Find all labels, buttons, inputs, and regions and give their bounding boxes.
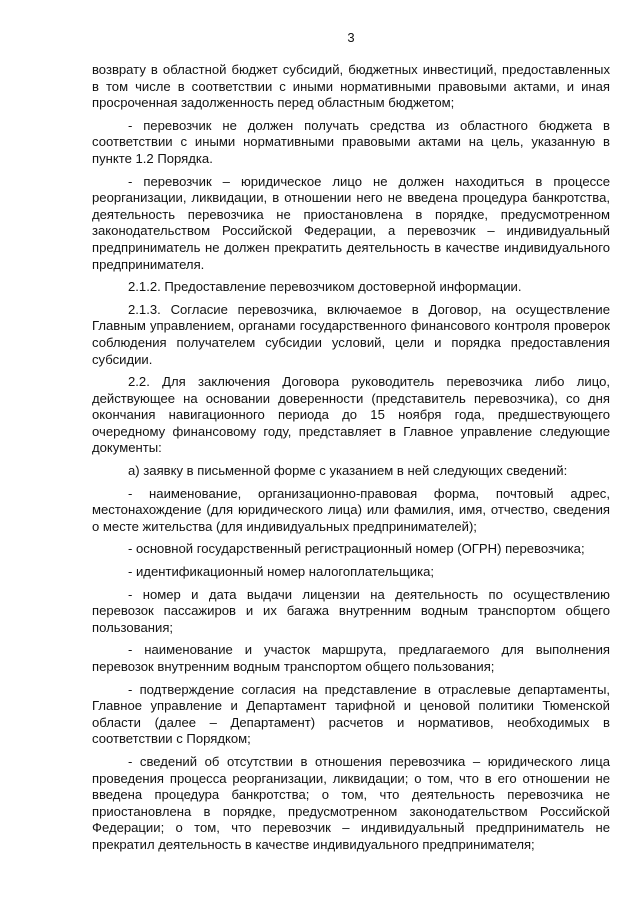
paragraph-requirement-no-other-funds: - перевозчик не должен получать средства из областного бюджета в соответствии с иными нормативными правовыми актами на цель, указанную в пункте 1.2 Порядка. bbox=[92, 117, 610, 166]
list-item-no-reorganization-info: - сведений об отсутствии в отношения перевозчика – юридического лица проведения процесса реорганизации, ликвидации; о том, что в его отношении не введена процедура банкротства; о том, что деятельность перевозчика не приостановлена в порядке, предусмотренном законодательством Российской Федерации; о том, что перевозчик – индивидуальный предприниматель не прекратил деятельность в качестве индивидуального предпринимателя; bbox=[92, 753, 610, 852]
paragraph-continuation: возврату в областной бюджет субсидий, бюджетных инвестиций, предоставленных в том числе в соответствии с иными нормативными правовыми актами, и иная просроченная задолженность перед областным бюджетом; bbox=[92, 62, 610, 111]
list-item-consent: - подтверждение согласия на представление в отраслевые департаменты, Главное управление и Департамент тарифной и ценовой политики Тюменской области (далее – Департамент) расчетов и нормативов, необходимых в соответствии с Порядком; bbox=[92, 681, 610, 747]
page-number: 3 bbox=[347, 30, 355, 45]
paragraph-2-1-2: 2.1.2. Предоставление перевозчиком достоверной информации. bbox=[128, 279, 522, 295]
paragraph-requirement-no-reorganization: - перевозчик – юридическое лицо не должен находиться в процессе реорганизации, ликвидации, в отношении него не введена процедура банкротства, деятельность перевозчика не приостановлена в порядке, предусмотренном законодательством Российской Федерации, а перевозчик – индивидуальный предприниматель не должен прекратить деятельность в качестве индивидуального предпринимателя. bbox=[92, 173, 610, 272]
list-item-inn: - идентификационный номер налогоплательщика; bbox=[128, 564, 435, 580]
document-body bbox=[92, 62, 610, 854]
list-item-ogrn: - основной государственный регистрационный номер (ОГРН) перевозчика; bbox=[128, 541, 585, 557]
list-item-license: - номер и дата выдачи лицензии на деятельность по осуществлению перевозок пассажиров и их багажа внутренним водным транспортом общего пользования; bbox=[92, 586, 610, 635]
paragraph-2-2: 2.2. Для заключения Договора руководитель перевозчика либо лицо, действующее на основании доверенности (представитель перевозчика), со дня окончания навигационного периода до 15 ноября года, предшествующего очередному финансовому году, представляет в Главное управление следующие документы: bbox=[92, 374, 610, 456]
paragraph-2-1-3: 2.1.3. Согласие перевозчика, включаемое в Договор, на осуществление Главным управлением, органами государственного финансового контроля проверок соблюдения получателем субсидии условий, цели и порядка предоставления субсидии. bbox=[92, 301, 610, 367]
paragraph-application-a: а) заявку в письменной форме с указанием в ней следующих сведений: bbox=[128, 463, 568, 479]
list-item-route: - наименование и участок маршрута, предлагаемого для выполнения перевозок внутренним водным транспортом общего пользования; bbox=[92, 642, 610, 674]
list-item-name-address: - наименование, организационно-правовая форма, почтовый адрес, местонахождение (для юридического лица) или фамилия, имя, отчество, сведения о месте жительства (для индивидуальных предпринимателей); bbox=[92, 485, 610, 534]
